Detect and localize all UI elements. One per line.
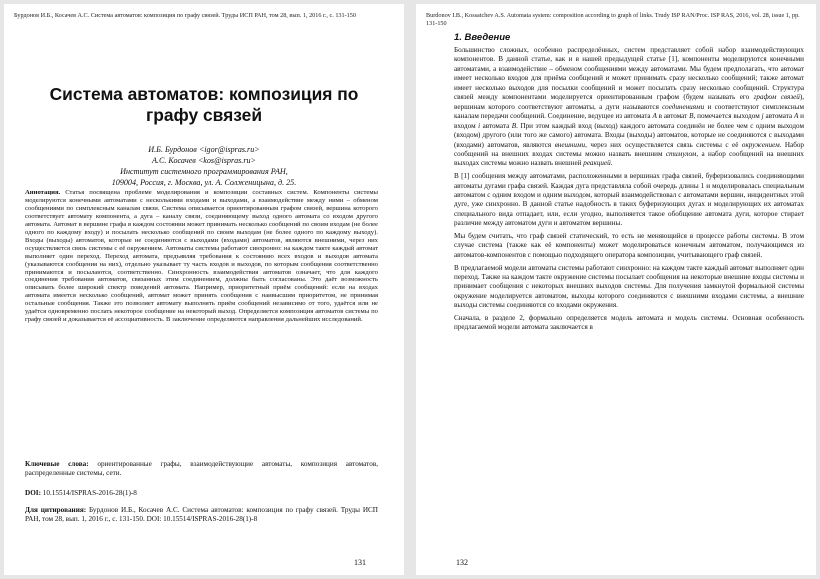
abstract-label: Аннотация. xyxy=(25,189,61,196)
page-number: 131 xyxy=(354,558,366,567)
author-line: И.Б. Бурдонов <igor@ispras.ru> xyxy=(148,145,260,154)
paragraph: В предлагаемой модели автоматы системы работают синхронно: на каждом такте каждый автомат выполняет один переход. Также на каждом такте окружение системы посылает сообщения на некоторые внешние входы системы и принимает сообщения с некоторых внешних выходов системы. Для получения замкнутой формальной системы окружение моделируется автоматом, выходы которого соединяются с внешними входами системы, а внешние выходы системы соединяются со входами окружения. xyxy=(454,263,804,310)
running-head: Burdonov I.B., Kossatchev A.S. Automata system: composition according to graph of links. Trudy ISP RAN/Proc. ISP RAS, 2016, vol. 28, issue 1, pp. 131-150 xyxy=(426,12,800,27)
paragraph: В [1] сообщения между автоматами, расположенными в вершинах графа связей, буферизовались соединяющими автоматы дугами графа связей. Каждая дуга представляла собой очередь длины 1 и моделировалась специальным автоматом с одним входом и одним выходом, который взаимодействовал с автоматами вершин, инцидентных этой дуге, уже синхронно. В данной статье надобность в таких буферизующих дугах и моделирующих их автоматах специального вида отпадает, или, если угодно, выполняется такое обобщение автомата дуги, которое стирает различие между автоматом дуги и автоматом вершины. xyxy=(454,172,804,228)
doi xyxy=(25,489,378,498)
paragraph: Сначала, в разделе 2, формально определяется модель автомата и модель системы. Основная особенность предлагаемой модели автомата заключается в xyxy=(454,313,804,332)
doi-text: 10.15514/ISPRAS-2016-28(1)-8 xyxy=(42,489,137,497)
page-number: 132 xyxy=(456,558,468,567)
citation xyxy=(25,506,378,523)
paper-title: Система автоматов: композиция по графу связей xyxy=(49,84,359,125)
author-block xyxy=(24,144,384,188)
keywords-label: Ключевые слова: xyxy=(25,460,89,468)
right-page xyxy=(416,4,816,575)
keywords-text: ориентированные графы, взаимодействующие автоматы, композиция автоматов, распределенные системы, сети. xyxy=(25,460,379,477)
author-line: А.С. Косачев <kos@ispras.ru> xyxy=(151,156,256,165)
citation-label: Для цитирования: xyxy=(25,506,87,514)
abstract-text: Статья посвящена проблеме моделирования и композиции составных систем. Компоненты системы моделируются конечными автоматами с несколькими входами и выходами, а взаимодействие между ними – обменом сообщениями по симплексным каналам связи. Система описывается ориентированным графом связей, вершина которого соответствует автомату компонента, а дуга – каналу связи, соединяющему выход одного автомата со входом другого автомата. Автомат в вершине графа в каждом состоянии может принимать несколько сообщений по своим входам (не более одного по каждому входу) и посылать несколько сообщений по своим выходам (не более одного по каждому выходу). Входы (выходы) автоматов, которые не соединяются с выходами (входами) автоматов, являются внешними, через них осуществляется связь системы с её окружением. Автоматы системы работают синхронно: на каждом такте каждый автомат выполняет один переход. Переход автомата, предъявляя требования к состоянию всех входов и выходов автомата (указываются сообщения на них), отдельно указывает ту часть входов и выходов, по которым сообщения соответственно принимаются и посылаются, соответственно. Синхронность взаимодействия автоматов означает, что для каждого соединения требования автоматов, связанных этим соединением, должны быть согласованы. Это даёт возможность описывать более широкий спектр поведений автомата. Например, приоритетный приём сообщений: если на входах автомата имеется несколько сообщений, автомат может принять сообщения с наивысшим приоритетом, не принимая остальные сообщения. Также это позволяет автомату выполнять приём сообщений независимо от того, удаётся или не удаётся одновременно послать некоторое сообщение на некоторый выход. Определяется композиция автоматов системы по графу связей и доказывается её ассоциативность. В заключение определяются направления дальнейших исследований. xyxy=(25,189,378,324)
paragraph: Мы будем считать, что граф связей статический, то есть не меняющийся в процессе работы системы. В этом случае система (также как её компоненты) может моделироваться конечным автоматом, получающимся из автоматов-компонентов с помощью подходящего оператора композиции, учитывающего граф связей. xyxy=(454,231,804,259)
running-head: Бурдонов И.Б., Косачев А.С. Система автоматов: композиция по графу связей. Труды ИСП РАН, том 28, вып. 1, 2016 г., с. 131-150 xyxy=(14,12,356,19)
paragraph: Большинство сложных, особенно распределённых, систем представляет собой набор взаимодействующих компонентов. В данной статье, как и в нашей предыдущей статье [1], компоненты моделируются конечными автоматами, а взаимодействие – обменом сообщениями между автоматами. Мы будем предполагать, что автомат имеет несколько входов для приёма сообщений и может принимать сразу несколько сообщений; также автомат имеет несколько выходов для посылки сообщений и может посылать сразу несколько сообщений. Структура связей между компонентами моделируется ориентированным графом (будем называть его графом связей), вершинам которого соответствуют автоматы, а дуги называются соединениями и соответствуют симплексным каналам передачи сообщений. Соединение, ведущее из автомата A в автомат B, помечается выходом j автомата A и входом i автомата B. При этом каждый вход (выход) каждого автомата соединён не более чем с одним выходом (входом) другого (или того же самого) автомата. Входы (выходы) автоматов, которые не соединяются с выходами (входами) автоматов, являются внешними, через них осуществляется связь системы с её окружением. Набор сообщений на внешних входах системы можно назвать внешним стимулом, а набор сообщений на внешних выходах системы можно назвать внешней реакцией. xyxy=(454,46,805,168)
abstract xyxy=(25,189,378,324)
section-body xyxy=(454,46,804,336)
citation-text: Бурдонов И.Б., Косачев А.С. Система автоматов: композиция по графу связей. Труды ИСП РАН, том 28, вып. 1, 2016 г., с. 131-150. DOI: 10.15514/ISPRAS-2016-28(1)-8 xyxy=(25,506,378,523)
address-line: 109004, Россия, г. Москва, ул. А. Солженицына, д. 25. xyxy=(111,178,297,187)
section-heading: 1. Введение xyxy=(454,32,511,43)
keywords xyxy=(25,460,378,477)
left-page xyxy=(4,4,404,575)
affiliation-line: Институт системного программирования РАН, xyxy=(120,167,288,176)
doi-label: DOI: xyxy=(25,489,41,497)
